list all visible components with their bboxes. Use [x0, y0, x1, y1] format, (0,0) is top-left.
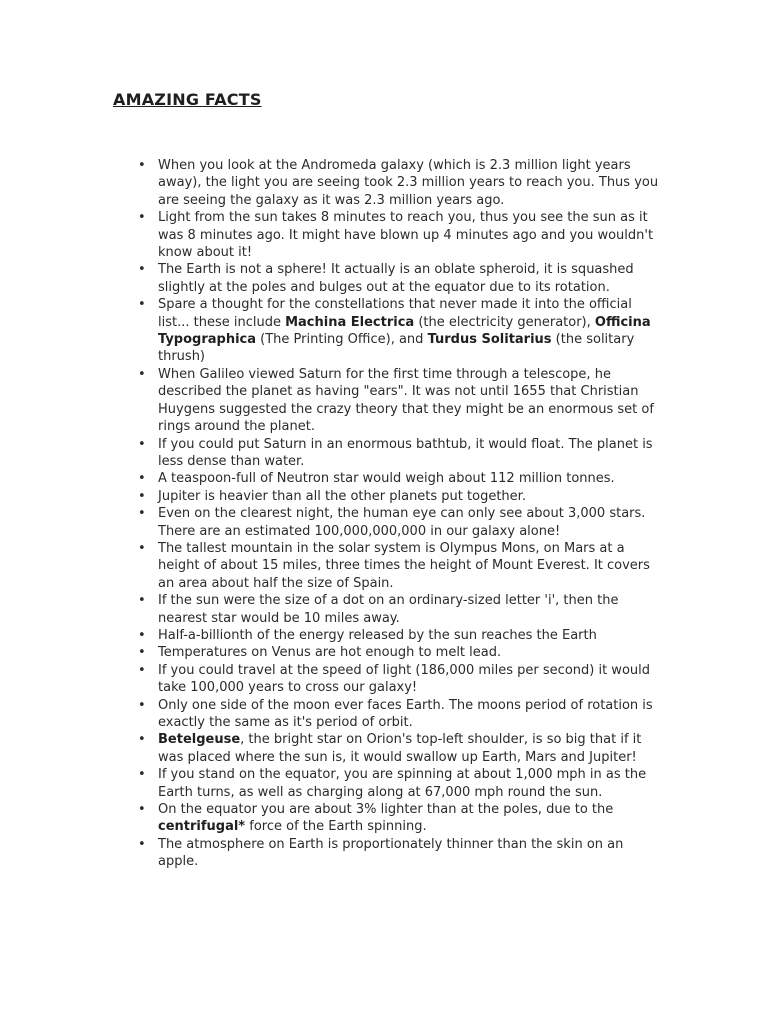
- bullet-marker: •: [138, 732, 146, 748]
- fact-text-run: When you look at the Andromeda galaxy (which is 2.3 million light years away), the light you are seeing took 2.3 million years to reach you. Thus you are seeing the galaxy as it was 2.3 million years ago.: [158, 158, 659, 208]
- fact-text: [158, 645, 501, 660]
- bullet-marker: •: [138, 297, 146, 313]
- fact-list-item: [113, 644, 663, 661]
- fact-text-run: Light from the sun takes 8 minutes to reach you, thus you see the sun as it was 8 minutes ago. It might have blown up 4 minutes ago and you wouldn't know about it!: [158, 210, 654, 261]
- fact-list-item: [113, 505, 663, 540]
- page-title: AMAZING FACTS: [113, 90, 262, 109]
- fact-text-run: (The Printing Office), and: [256, 332, 428, 348]
- fact-text: [158, 297, 651, 364]
- fact-text: [158, 541, 650, 591]
- fact-text-run: When Galileo viewed Saturn for the first time through a telescope, he described the planet as having "ears". It was not until 1655 that Christian Huygens suggested the crazy theory that they might be an enormous set of rings around the planet.: [158, 366, 654, 435]
- fact-list-item: [113, 662, 663, 697]
- fact-text: [158, 489, 526, 504]
- fact-text: [158, 802, 613, 834]
- fact-bold-term: Machina Electrica: [285, 314, 415, 330]
- bullet-marker: •: [138, 662, 146, 678]
- bullet-marker: •: [138, 488, 146, 504]
- fact-bold-term: Officina Typographica: [158, 314, 651, 348]
- bullet-marker: •: [138, 471, 146, 487]
- fact-bold-term: Betelgeuse: [158, 732, 241, 748]
- fact-list-item: [113, 436, 663, 471]
- fact-text-run: The atmosphere on Earth is proportionately thinner than the skin on an apple.: [158, 836, 624, 870]
- fact-text: [158, 210, 653, 260]
- bullet-marker: •: [138, 210, 146, 226]
- fact-bold-term: Turdus Solitarius: [427, 332, 552, 348]
- fact-list-item: [113, 366, 663, 436]
- bullet-marker: •: [138, 645, 146, 661]
- fact-list-item: [113, 540, 663, 592]
- fact-text: [158, 367, 654, 434]
- bullet-marker: •: [138, 836, 146, 852]
- bullet-marker: •: [138, 802, 146, 818]
- fact-list-item: [113, 296, 663, 366]
- fact-list-item: [113, 697, 663, 732]
- fact-text: [158, 471, 615, 486]
- fact-text-run: A teaspoon-full of Neutron star would weigh about 112 million tonnes.: [158, 471, 615, 487]
- fact-text: [158, 767, 646, 799]
- fact-text: [158, 437, 653, 469]
- fact-text: [158, 837, 623, 869]
- fact-list-item: [113, 592, 663, 627]
- fact-bold-term: centrifugal*: [158, 819, 246, 835]
- fact-text: [158, 158, 658, 208]
- fact-text-run: (the solitary thrush): [158, 332, 635, 365]
- fact-text-run: Temperatures on Venus are hot enough to melt lead.: [158, 645, 502, 661]
- fact-text-run: If you could put Saturn in an enormous bathtub, it would float. The planet is less dense than water.: [158, 436, 653, 469]
- fact-list-item: [113, 470, 663, 487]
- fact-text-run: Spare a thought for the constellations that never made it into the official list... these include: [158, 297, 632, 330]
- bullet-marker: •: [138, 540, 146, 556]
- bullet-marker: •: [138, 697, 146, 713]
- fact-text: [158, 698, 653, 730]
- fact-text-run: If you stand on the equator, you are spinning at about 1,000 mph in as the Earth turns, as well as charging along at 67,000 mph round the sun.: [158, 767, 647, 800]
- fact-text-run: Even on the clearest night, the human eye can only see about 3,000 stars. There are an estimated 100,000,000,000 in our galaxy alone!: [158, 506, 646, 539]
- fact-text-run: Jupiter is heavier than all the other planets put together.: [158, 488, 526, 504]
- fact-text-run: If the sun were the size of a dot on an ordinary-sized letter 'i', then the nearest star would be 10 miles away.: [158, 593, 619, 626]
- fact-list-item: [113, 731, 663, 766]
- fact-text: [158, 628, 597, 643]
- bullet-marker: •: [138, 767, 146, 783]
- fact-text-run: The tallest mountain in the solar system is Olympus Mons, on Mars at a height of about 15 miles, three times the height of Mount Everest. It covers an area about half the size of Spain.: [158, 540, 650, 591]
- bullet-marker: •: [138, 593, 146, 609]
- fact-list-item: [113, 488, 663, 505]
- fact-list-item: [113, 836, 663, 871]
- bullet-marker: •: [138, 436, 146, 452]
- fact-text: [158, 262, 634, 294]
- fact-text-run: force of the Earth spinning.: [245, 819, 427, 835]
- fact-text: [158, 663, 650, 695]
- fact-list-item: [113, 157, 663, 209]
- fact-text-run: If you could travel at the speed of light (186,000 miles per second) it would take 100,000 years to cross our galaxy!: [158, 662, 650, 696]
- bullet-marker: •: [138, 506, 146, 522]
- fact-text-run: Only one side of the moon ever faces Earth. The moons period of rotation is exactly the same as it's period of orbit.: [158, 697, 653, 730]
- fact-text: [158, 732, 641, 764]
- bullet-marker: •: [138, 262, 146, 278]
- fact-list-item: [113, 627, 663, 644]
- fact-text: [158, 593, 618, 625]
- fact-list-item: [113, 261, 663, 296]
- fact-text-run: The Earth is not a sphere! It actually is an oblate spheroid, it is squashed slightly at the poles and bulges out at the equator due to its rotation.: [158, 262, 634, 295]
- fact-text-run: , the bright star on Orion's top-left shoulder, is so big that if it was placed where the sun is, it would swallow up Earth, Mars and Jupiter!: [158, 732, 642, 765]
- bullet-marker: •: [138, 627, 146, 643]
- fact-list-item: [113, 766, 663, 801]
- fact-text: [158, 506, 645, 538]
- bullet-marker: •: [138, 366, 146, 382]
- bullet-marker: •: [138, 158, 146, 173]
- fact-text-run: On the equator you are about 3% lighter than at the poles, due to the: [158, 802, 614, 818]
- fact-list-item: [113, 209, 663, 261]
- facts-list: [113, 157, 663, 871]
- fact-text-run: Half-a-billionth of the energy released by the sun reaches the Earth: [158, 627, 597, 643]
- fact-text-run: (the electricity generator),: [414, 314, 595, 330]
- fact-list-item: [113, 801, 663, 836]
